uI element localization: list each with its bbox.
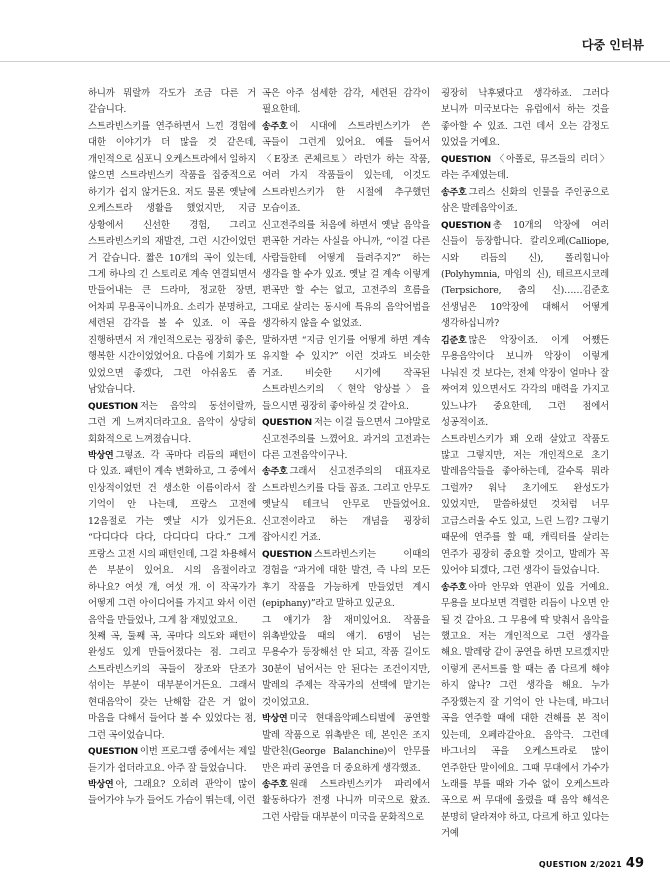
page-footer xyxy=(539,852,644,871)
paragraph-text: 그리스 신화의 인물을 주인공으로 삼은 발레음악이죠. xyxy=(441,186,609,215)
text-column-1 xyxy=(88,86,256,810)
paragraph-text: 아, 그래요? 오히려 관악이 많이 들어가야 누가 들어도 가슴이 뛰는데, 이런 xyxy=(88,779,256,807)
paragraph xyxy=(441,580,609,843)
speaker-label: 송주호 xyxy=(441,187,467,198)
paragraph-text: 아마 안무와 연관이 있을 거예요. 무용을 보다보면 격렬한 리듬이 나오면 안 될 것 같아요. 그 무용에 딱 맞춰서 음악을 했고요. 저는 개인적으로 그런 생각을 해요. 발레랑 같이 공연을 하면 모르겠지만 이렇게 콘서트를 할 때는 좀 다르게 해야 하지 않나? 그런 생각을 해요. 누가 주장했는지 잘 기억이 안 나는데, 바그너 곡을 연주할 때에 대한 견해를 본 적이 있는데, 오페라같아요. 음악극. 그런데 바그너의 곡을 오케스트라로 많이 연주한단 말이에요. 그때 무대에서 가수가 노래를 부를 때와 가수 없이 오케스트라 곡으로 써 무대에 올렸을 때 음악 해석은 분명히 달라져야 하고, 다르게 하고 있다는 거예 xyxy=(441,581,609,840)
paragraph-text: 말하자면 “지금 인기를 어떻게 하면 계속 유지할 수 있지?” 이런 것과도 비슷한 거죠. 비슷한 시기에 작곡된 스트라빈스키의 〈현악 앙상블〉을 들으시면 굉장히 좋아하실 것 같아요. xyxy=(262,334,430,412)
paragraph xyxy=(88,629,256,744)
speaker-label: QUESTION xyxy=(262,549,312,560)
paragraph xyxy=(262,86,430,119)
paragraph xyxy=(262,464,430,546)
header-divider xyxy=(0,61,670,62)
section-title: 다중 인터뷰 xyxy=(581,38,644,52)
speaker-label: QUESTION xyxy=(441,220,491,231)
paragraph xyxy=(88,744,256,777)
speaker-label: QUESTION xyxy=(88,747,138,758)
paragraph-text: 원래 스트라빈스키가 파리에서 활동하다가 전쟁 나니까 미국으로 왔죠. 그런 사람들 대부분이 미국을 문화적으로 xyxy=(262,779,430,823)
paragraph xyxy=(262,547,430,613)
paragraph xyxy=(441,152,609,185)
paragraph xyxy=(262,333,430,415)
issue-label: QUESTION 2/2021 xyxy=(538,860,622,869)
paragraph xyxy=(262,613,430,712)
paragraph xyxy=(88,448,256,629)
page-number: 49 xyxy=(625,856,644,871)
paragraph-text: 그 얘기가 참 재미있어요. 작품을 위촉받았을 때의 얘기. 6명이 넘는 무용수가 등장해선 안 되고, 작품 길이도 30분이 넘어서는 안 된다는 조건이지만, 발레의 주제는 작곡가의 선택에 맡기는 것이었고요. xyxy=(262,614,430,708)
paragraph xyxy=(441,218,609,333)
paragraph xyxy=(262,218,430,333)
speaker-label: 박상연 xyxy=(262,714,288,725)
paragraph xyxy=(441,432,609,580)
paragraph-text: 신고전주의를 처음에 하면서 옛날 음악을 편곡한 거라는 사실을 아니까, “이걸 다른 사람들한테 어떻게 들려주지?” 하는 생각을 할 수가 있죠. 옛날 걸 계속 이렇게 편곡만 할 수는 없고, 고전주의 흐름을 그대로 살리는 동시에 특유의 음악어법을 생각하지 않을 수 없었죠. xyxy=(262,219,430,330)
paragraph xyxy=(88,86,256,119)
paragraph-text: 이번 프로그램 중에서는 제일 듣기가 쉽더라고요. 아주 잘 들었습니다. xyxy=(88,746,256,774)
paragraph-text: 많은 악장이죠. 이게 어쨌든 무용음악이다 보니까 악장이 이렇게 나눠진 것 보다는, 전체 악장이 얼마나 잘 짜여져 있으면서도 각각의 매력을 가지고 있느냐가 중요한데, 그런 점에서 성공적이죠. xyxy=(441,334,609,429)
paragraph-text: 첫째 곡, 둘째 곡, 곡마다 의도와 패턴이 완성도 있게 만들어졌다는 점. 그리고 스트라빈스키의 곡들이 장조와 단조가 섞이는 부분이 대부분이거든요. 그래서 현대음악이 갖는 난해함 같은 거 없이 마음을 다해서 들어다 볼 수 있었다는 점, 그런 곡이었습니다. xyxy=(88,630,256,741)
paragraph-text: 그래서 신고전주의의 대표자로 스트라빈스키를 다들 꼽죠. 그리고 안무도 옛날식 테크닉 안무로 만들었어요. 신고전이라고 하는 개념을 굉장히 잡아시킨 거죠. xyxy=(262,466,430,544)
paragraph-text: 곡은 아주 섬세한 감각, 세련된 감각이 필요한데. xyxy=(262,88,430,116)
paragraph-text: 하니까 뭐랄까 각도가 조금 다른 거 같습니다. xyxy=(88,88,256,116)
paragraph-text: 저는 음악의 동선이랄까, 그런 게 느껴지더라고요. 음악이 상당히 회화적으로 느껴졌습니다. xyxy=(88,400,256,445)
speaker-label: 송주호 xyxy=(262,467,288,478)
page-header xyxy=(0,0,670,64)
paragraph xyxy=(262,777,430,826)
paragraph xyxy=(88,777,256,810)
paragraph-text: 스트라빈스키를 연주하면서 느낀 경험에 대한 이야기가 더 많을 것 같은데, 개인적으로 심포니 오케스트라에서 일하지 않으면 스트라빈스키 작품을 집중적으로 하기가 쉽지 않거든요. 저도 물론 옛날에 오케스트라 생활을 했었지만, 지금 상황에서 신선한 경험, 그리고 스트라빈스키의 재발견, 그런 시간이었던 거 같습니다. 짧은 10개의 곡이 있는데, 그게 하나의 긴 스토리로 계속 연결되면서 만들어내는 큰 드라마, 정교한 장면, 어차피 무용곡이니까요. 소리가 분명하고, 세련된 감각을 볼 수 있죠. 이 곡을 진행하면서 저 개인적으로는 굉장히 좋은, 행복한 시간이었었어요. 다음에 기회가 또 있었으면 좋겠다, 그런 아쉬움도 좀 남았습니다. xyxy=(88,120,256,396)
paragraph xyxy=(262,711,430,777)
paragraph xyxy=(262,415,430,464)
paragraph xyxy=(262,119,430,218)
paragraph xyxy=(88,119,256,399)
paragraph-text: 스트라빈스키가 꽤 오래 살았고 작품도 많고 그렇지만, 저는 개인적으로 초기 발레음악들을 좋아하는데, 갈수록 뭐라 그럴까? 워낙 초기에도 완성도가 있었지만, 말씀하셨던 것처럼 너무 고급스러울 수도 있고, 느린 느낌? 그렇기 때문에 연주를 할 때, 캐릭터를 살리는 연주가 굉장히 중요할 것이고, 발레가 꼭 있어야 되겠다, 그런 생각이 들었습니다. xyxy=(441,433,609,577)
paragraph-text: 이 시대에 스트라빈스키가 쓴 곡들이 그런게 있어요. 예를 들어서 〈E장조 콘체르토〉라던가 하는 작품, 여러 가지 작품들이 있는데, 이것도 스트라빈스키가 한 시절에 추구했던 모습이죠. xyxy=(262,120,430,215)
speaker-label: 김준호 xyxy=(441,335,467,346)
speaker-label: 송주호 xyxy=(441,582,467,593)
speaker-label: 박상연 xyxy=(88,780,114,791)
paragraph-text: 총 10개의 악장에 여러 신들이 등장합니다. 칼리오페(Calliope, 시와 리듬의 신), 폴리힘니아(Polyhymnia, 마임의 신), 테르프시코레(Terpsichore, 춤의 신)……김준호 선생님은 10악장에 대해서 어떻게 생각하십니까? xyxy=(441,219,609,330)
speaker-label: QUESTION xyxy=(441,154,491,165)
paragraph-text: 저는 이걸 들으면서 그야말로 신고전주의를 느꼈어요. 과거의 고전과는 다른 고전음악이구나. xyxy=(262,417,430,461)
paragraph xyxy=(441,185,609,218)
paragraph xyxy=(441,86,609,152)
text-column-2 xyxy=(262,86,430,826)
speaker-label: 박상연 xyxy=(88,450,114,461)
paragraph xyxy=(441,333,609,432)
speaker-label: 송주호 xyxy=(262,780,288,791)
paragraph-text: 미국 현대음악페스티벌에 공연할 발레 작품으로 위촉받은 데, 본인은 조지 발란친(George Balanchine)이 안무를 만은 파리 공연을 더 중요하게 생각했죠. xyxy=(262,713,430,774)
paragraph-text: 굉장히 낙후됐다고 생각하죠. 그러다 보니까 미국보다는 유럽에서 하는 것을 좋아할 수 있죠. 그런 데서 오는 감정도 있었을 거예요. xyxy=(441,88,609,149)
text-column-3 xyxy=(441,86,609,843)
speaker-label: QUESTION xyxy=(262,418,312,429)
paragraph-text: 스트라빈스키는 이때의 경험을 “과거에 대한 발견, 즉 나의 모든 후기 작품을 가능하게 만들었던 계시(epiphany)”라고 말하고 있군요. xyxy=(262,548,430,610)
paragraph-text: 〈아폴로, 뮤즈들의 리더〉라는 주제였는데. xyxy=(441,153,609,182)
speaker-label: 송주호 xyxy=(262,121,288,132)
paragraph xyxy=(88,399,256,448)
paragraph-text: 그렇죠. 각 곡마다 리듬의 패턴이 다 있죠. 패턴이 계속 변화하고, 그 중에서 인상적이었던 건 생소한 이름이라서 잘 기억이 안 나는데, 프랑스 고전에 12음절로 가는 옛날 시가 있거든요. “다디다다 다다, 다디다디 다다.” 그게 프랑스 고전 시의 패턴인데, 그걸 차용해서 쓴 부분이 있어요. 시의 음절이라고 하나요? 여섯 개, 여섯 개. 이 작곡가가 어떻게 그런 아이디어를 가지고 와서 이런 음악을 만들었나, 그게 참 재밌었고요. xyxy=(88,449,256,626)
speaker-label: QUESTION xyxy=(88,401,138,412)
